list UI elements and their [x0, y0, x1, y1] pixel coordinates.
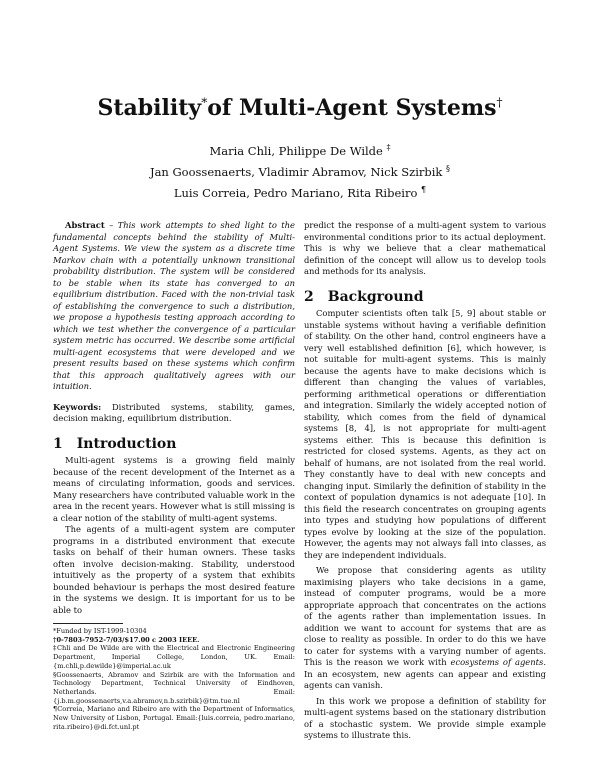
keywords: Keywords: Distributed systems, stability, games, decision making, equilibrium distribution.	[53, 401, 295, 423]
footnote: ‡Chli and De Wilde are with the Electrical and Electronic Engineering Department, Imperial College, London, UK. Email: {m.chli,p.dewilde}@imperial.ac.uk	[53, 644, 295, 670]
footnotes	[53, 623, 295, 731]
paper-title: Stability*of Multi-Agent Systems†	[97, 95, 503, 121]
paragraph: Computer scientists often talk [5, 9] about stable or unstable systems without having a verifiable definition of stability. On the other hand, control engineers have a very well established definition [6], which however, is not suitable for multi-agent systems. This is mainly because the agents have to make decisions which is different than changing the values of variables, performing arithmetical operations or differentiation and integration. Similarly the widely accepted notion of stability, which comes from the field of dynamical systems [8, 4], is not appropriate for multi-agent systems either. This is because this definition is restricted for closed systems. Agents, as they act on behalf of humans, are not isolated from the real world. They constantly have to deal with new concepts and changing input. Similarly the definition of stability in the context of population dynamics is not adequate [10]. In this field the research concentrates on grouping agents into types and studying how populations of different types evolve by looking at the size of the population. However, the agents may not always fall into classes, as they are independent individuals.	[304, 308, 546, 560]
paragraph: Multi-agent systems is a growing field mainly because of the recent development of the Internet as a means of circulating information, goods and services. Many researchers have contributed valuable work in the area in the recent years. However what is still missing is a clear notion of the stability of multi-agent systems.	[53, 455, 295, 523]
paragraph: The agents of a multi-agent system are computer programs in a distributed environment that execute tasks on behalf of their human owners. These tasks often involve decision-making. Stability, understood intuitively as the property of a system that exhibits bounded behaviour is perhaps the most desired feature in the systems we design. It is important for us to be able to	[53, 524, 295, 615]
right-column	[304, 220, 546, 742]
author-list	[0, 139, 600, 201]
author-line: Maria Chli, Philippe De Wilde ‡	[209, 143, 391, 158]
abstract: Abstract – This work attempts to shed light to the fundamental concepts behind the stability of Multi-Agent Systems. We view the system as a discrete time Markov chain with a potentially unknown transitional probability distribution. The system will be considered to be stable when its state has converged to an equilibrium distribution. Faced with the non-trivial task of establishing the convergence to such a distribution, we propose a hypothesis testing approach according to which we test whether the convergence of a particular system metric has occurred. We describe some artificial multi-agent ecosystems that were developed and we present results based on these systems which confirm that this approach qualitatively agrees with our intuition.	[53, 220, 295, 391]
section-heading-background: 2 Background	[304, 288, 424, 305]
paragraph: In this work we propose a definition of stability for multi-agent systems based on the stationary distribution of a stochastic system. We provide simple example systems to illustrate this.	[304, 695, 546, 740]
paragraph: We propose that considering agents as utility maximising players who take decisions in a game, instead of computer programs, would be a more appropriate approach that concentrates on the actions of the agents rather than implementation issues. In addition we want to account for systems that are as close to reality as possible. In order to do this we have to cater for systems with a varying number of agents. This is the reason we work with ecosystems of agents. In an ecosystem, new agents can appear and existing agents can vanish.	[304, 565, 546, 690]
footnote: §Goossenaerts, Abramov and Szirbik are with the Information and Technology Department, Technical University of Eindhoven, Netherlands. Email: {j.b.m.goossenaerts,v.a.abramov,n.b.szirbik}@tm.tue.nl	[53, 670, 295, 705]
footnote-rule	[53, 623, 123, 624]
author-line: Jan Goossenaerts, Vladimir Abramov, Nick Szirbik §	[149, 163, 451, 179]
footnote: *Funded by IST-1999-10304	[53, 627, 147, 635]
author-line: Luis Correia, Pedro Mariano, Rita Ribeiro ¶	[173, 184, 427, 200]
section-heading-introduction: 1 Introduction	[53, 435, 177, 452]
paragraph: predict the response of a multi-agent system to various environmental conditions prior to its actual deployment. This is why we believe that a clear mathematical definition of the concept will allow us to develop tools and methods for its analysis.	[304, 220, 546, 276]
footnote: ¶Correia, Mariano and Ribeiro are with the Department of Informatics, New University of Lisbon, Portugal. Email:{luis.correia, pedro.mariano, rita.ribeiro}@di.fct.unl.pt	[53, 705, 295, 731]
left-column	[53, 220, 295, 731]
footnote: †0-7803-7952-7/03/$17.00 c 2003 IEEE.	[53, 635, 200, 644]
